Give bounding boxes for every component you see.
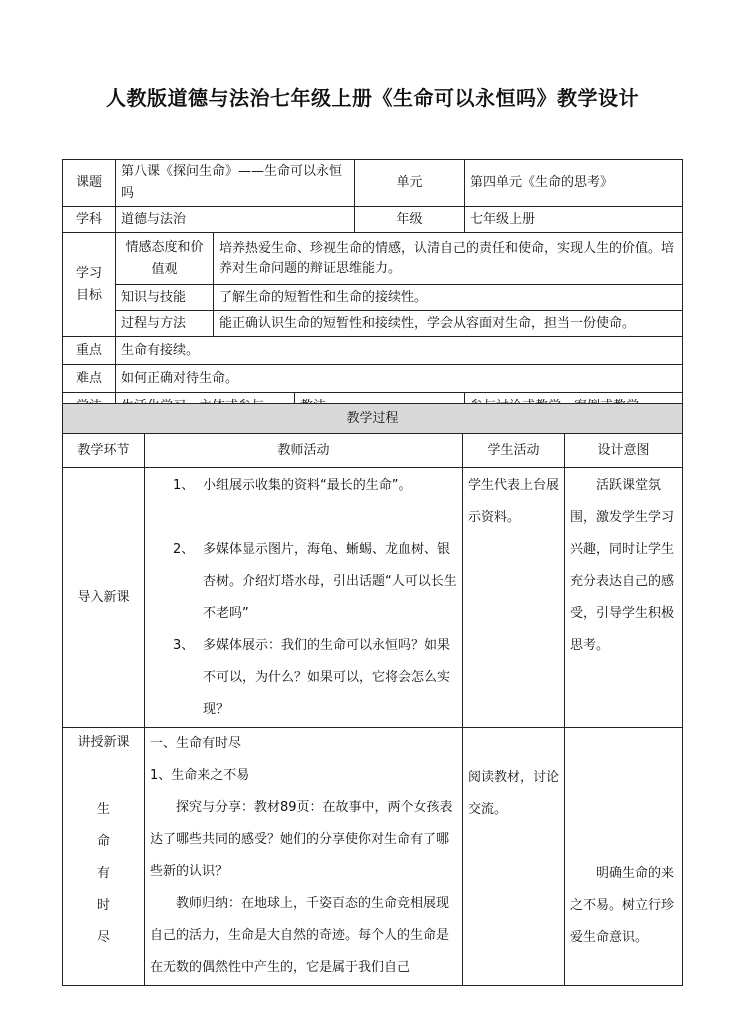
stage-intro: 导入新课 (63, 468, 145, 728)
teacher-summary-text: 教师归纳：在地球上，千姿百态的生命竞相展现自己的活力，生命是大自然的奇迹。每个人的生命是在无数的偶然性中产生的，它是属于我们自己 (150, 896, 450, 975)
column-header-teacher: 教师活动 (145, 434, 463, 468)
student-activity-intro: 学生代表上台展示资料。 (463, 468, 565, 728)
explore-share-text: 探究与分享：教材89页：在故事中，两个女孩表达了哪些共同的感受？她们的分享使你对生命有了哪些新的认识？ (150, 800, 453, 879)
subject-label: 学科 (63, 207, 116, 233)
goal-text-process: 能正确认识生命的短暂性和接续性，学会从容面对生命，担当一份使命。 (214, 311, 683, 337)
goal-text-attitude: 培养热爱生命、珍视生命的情感，认清自己的责任和使命，实现人生的价值。培养对生命问题的辩证思维能力。 (214, 233, 683, 285)
process-header: 教学过程 (63, 404, 683, 434)
design-intent-new-lesson: 明确生命的来之不易。树立行珍爱生命意识。 (565, 728, 683, 986)
goals-label-line2: 目标 (75, 287, 102, 303)
topic-value: 第八课《探问生命》——生命可以永恒吗 (116, 160, 355, 207)
unit-label: 单元 (355, 160, 465, 207)
grade-value: 七年级上册 (465, 207, 683, 233)
column-header-student: 学生活动 (463, 434, 565, 468)
difficulty-value: 如何正确对待生命。 (116, 365, 683, 393)
goals-label (63, 233, 116, 337)
unit-value: 第四单元《生命的思考》 (465, 160, 683, 207)
teaching-process-table (62, 403, 683, 986)
section-heading: 一、生命有时尽 (150, 736, 242, 751)
document-title: 人教版道德与法治七年级上册《生命可以永恒吗》教学设计 (106, 86, 639, 110)
list-item: 1、 小组展示收集的资料“最长的生命”。 (173, 478, 412, 493)
goal-label-attitude: 情感态度和价值观 (116, 233, 214, 285)
goals-label-line1: 学习 (75, 265, 102, 281)
teacher-activity-new-lesson (145, 728, 463, 986)
stage-new-lesson: 讲授新课 生 命 有 时 尽 (63, 728, 145, 986)
goal-text-knowledge: 了解生命的短暂性和生命的接续性。 (214, 285, 683, 311)
difficulty-label: 难点 (63, 365, 116, 393)
key-label: 重点 (63, 337, 116, 365)
student-activity-new-lesson: 阅读教材，讨论交流。 (463, 728, 565, 986)
goal-label-process: 过程与方法 (116, 311, 214, 337)
design-intent-intro: 活跃课堂氛围，激发学生学习兴趣，同时让学生充分表达自己的感受，引导学生积极思考。 (565, 468, 683, 728)
list-item: 3、 多媒体展示：我们的生命可以永恒吗？如果不可以，为什么？如果可以，它将会怎么实现？ (173, 638, 451, 717)
subject-value: 道德与法治 (116, 207, 355, 233)
column-header-intent: 设计意图 (565, 434, 683, 468)
list-item: 2、 多媒体显示图片，海龟、蜥蜴、龙血树、银杏树。介绍灯塔水母，引出话题“人可以长生不老吗” (173, 542, 457, 621)
column-header-stage: 教学环节 (63, 434, 145, 468)
teacher-activity-intro (145, 468, 463, 728)
section-vertical-title: 生 命 有 时 尽 (96, 802, 110, 945)
grade-label: 年级 (355, 207, 465, 233)
lesson-info-table (62, 159, 683, 421)
topic-label: 课题 (63, 160, 116, 207)
subsection-heading: 1、生命来之不易 (150, 768, 250, 783)
goal-label-knowledge: 知识与技能 (116, 285, 214, 311)
key-value: 生命有接续。 (116, 337, 683, 365)
